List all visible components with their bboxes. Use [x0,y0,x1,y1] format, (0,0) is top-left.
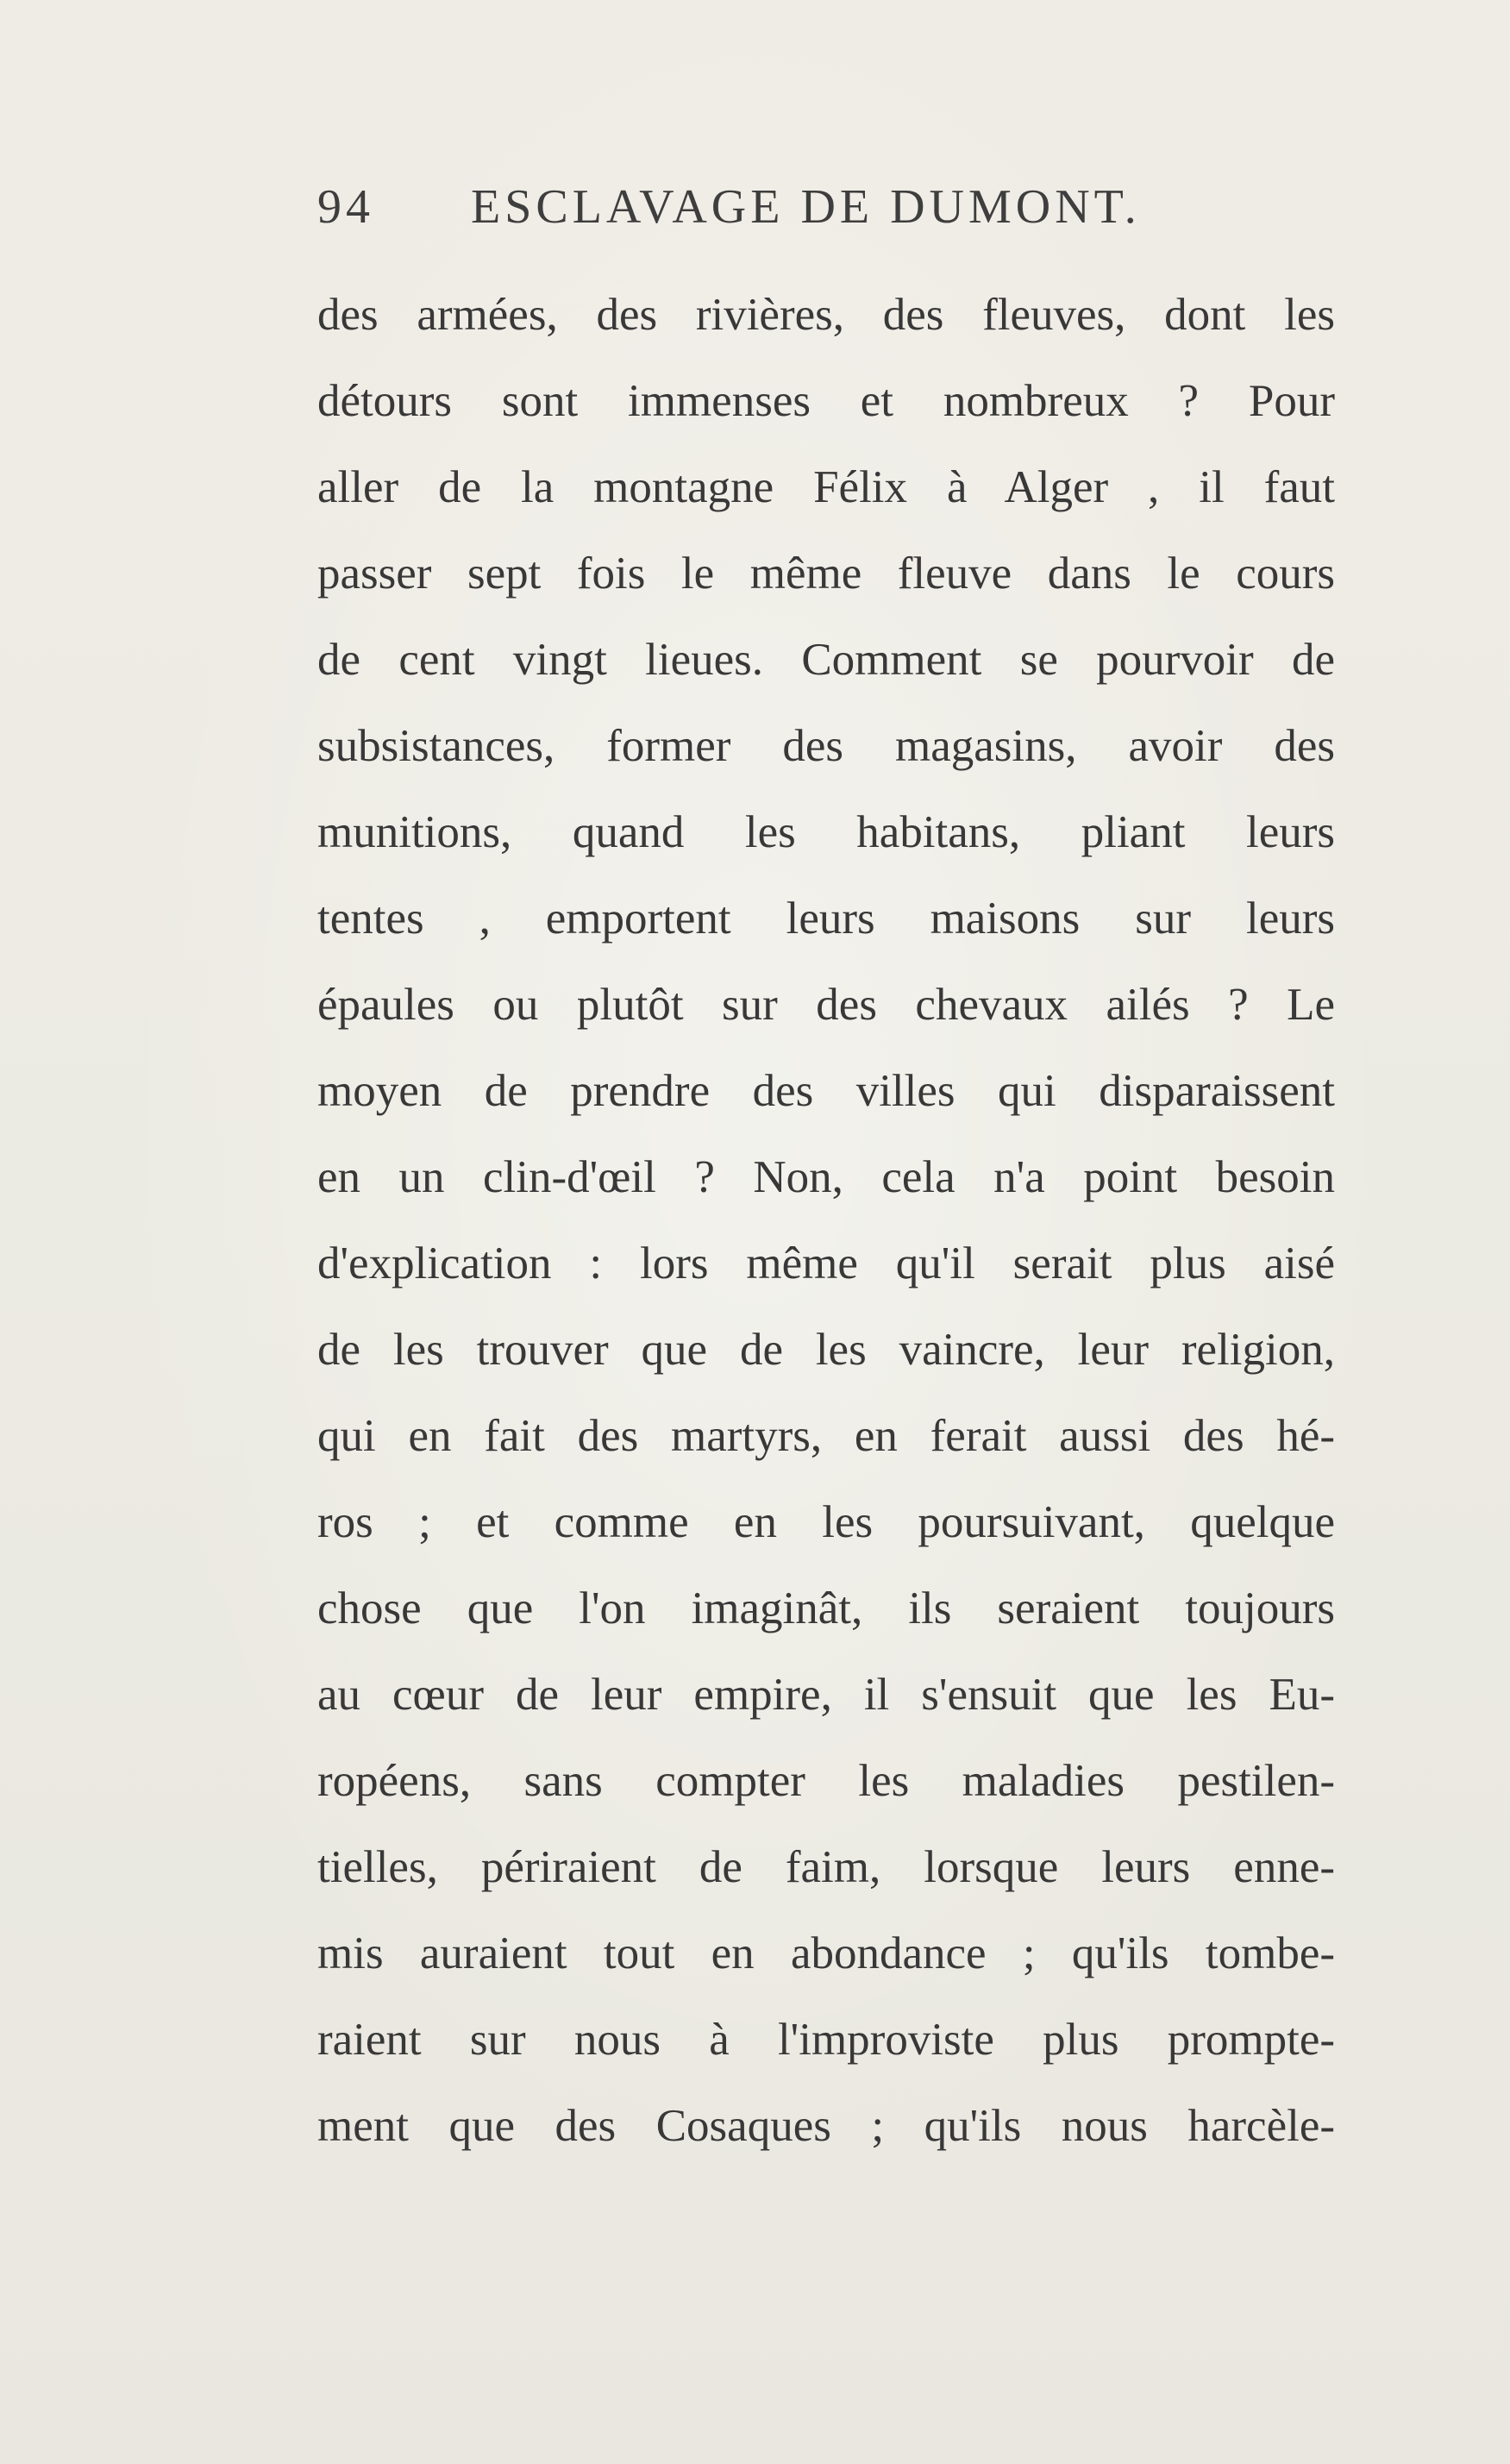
text-line: munitions, quand les habitans, pliant leurs [317,807,1335,857]
page-number: 94 [317,180,374,234]
text-line: épaules ou plutôt sur des chevaux ailés ? Le [317,980,1335,1030]
text-line: aller de la montagne Félix à Alger , il faut [317,462,1335,512]
text-line: chose que l'on imaginât, ils seraient toujours [317,1583,1335,1633]
page-header [317,179,1197,248]
text-line: tentes , emportent leurs maisons sur leurs [317,893,1335,944]
text-line: ropéens, sans compter les maladies pestilen- [317,1756,1335,1806]
text-line: passer sept fois le même fleuve dans le cours [317,549,1335,599]
text-line: des armées, des rivières, des fleuves, dont les [317,290,1335,340]
running-title: ESCLAVAGE DE DUMONT. [471,180,1141,234]
text-line: de cent vingt lieues. Comment se pourvoir de [317,635,1335,685]
text-line: tielles, périraient de faim, lorsque leurs enne- [317,1842,1335,1892]
text-line: en un clin-d'œil ? Non, cela n'a point besoin [317,1152,1335,1202]
text-line: subsistances, former des magasins, avoir des [317,721,1335,771]
text-line: moyen de prendre des villes qui disparaissent [317,1066,1335,1116]
text-line: détours sont immenses et nombreux ? Pour [317,376,1335,426]
text-line: raient sur nous à l'improviste plus prompte- [317,2015,1335,2065]
text-line: ment que des Cosaques ; qu'ils nous harcèle- [317,2101,1335,2151]
text-line: mis auraient tout en abondance ; qu'ils tombe- [317,1928,1335,1978]
text-line: au cœur de leur empire, il s'ensuit que les Eu- [317,1670,1335,1720]
text-line: d'explication : lors même qu'il serait plus aisé [317,1238,1335,1288]
text-line: ros ; et comme en les poursuivant, quelque [317,1497,1335,1547]
body-text [317,285,1335,2182]
text-line: qui en fait des martyrs, en ferait aussi des hé- [317,1411,1335,1461]
text-line: de les trouver que de les vaincre, leur religion, [317,1325,1335,1375]
